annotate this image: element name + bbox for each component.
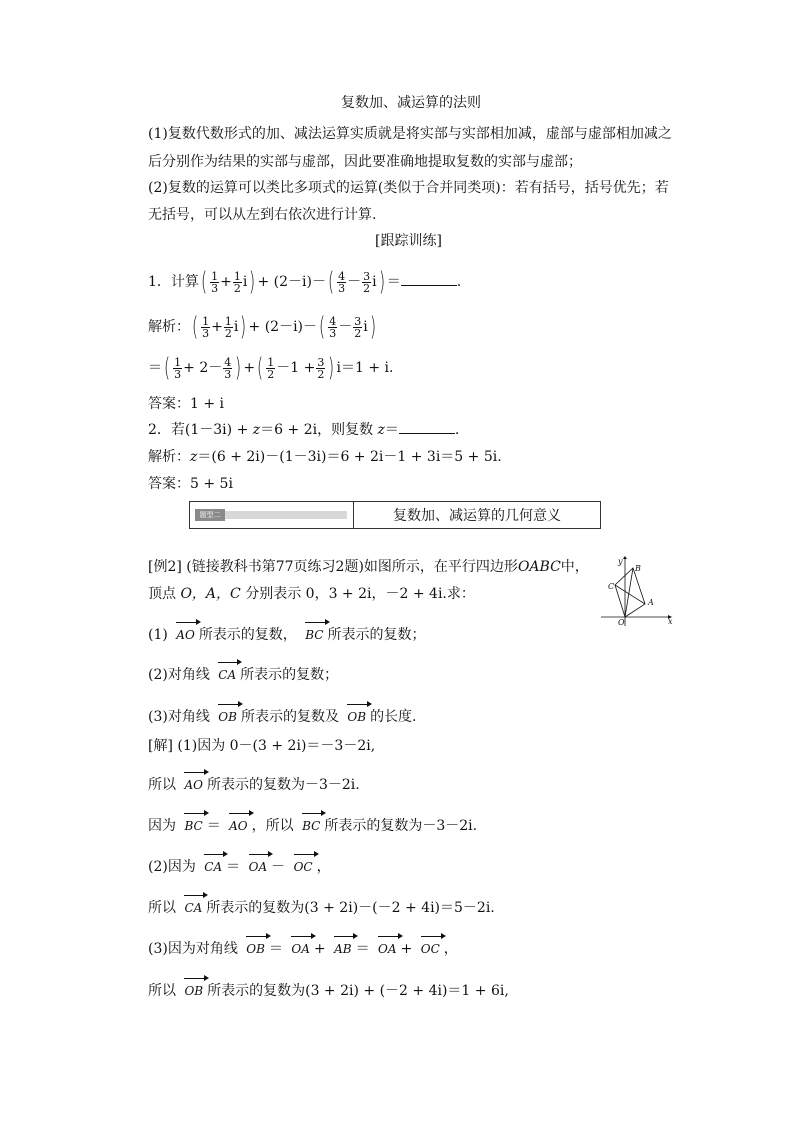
- fraction: $\frac{4}{3}$: [224, 355, 232, 381]
- fraction: $\frac{3}{2}$: [354, 314, 362, 340]
- parallelogram-OABC: [615, 568, 645, 617]
- label-B: B: [635, 564, 641, 573]
- section-tag: 题型二: [195, 511, 347, 519]
- solution-line-1: [解] (1)因为 0－(3 + 2i)＝－3－2i,: [148, 738, 376, 754]
- answer-1: 答案：1 + i: [148, 396, 225, 412]
- label-O: O: [618, 618, 625, 627]
- answer-blank: [399, 421, 455, 434]
- example-2-part-1: (1) AO 所表示的复数， BC 所表示的复数；: [148, 620, 426, 644]
- rule-2-line-1: (2)复数的运算可以类比多项式的运算(类似于合并同类项)：若有括号，括号优先；若: [148, 180, 669, 196]
- solution-line-6: (3)因为对角线 OB ＝ OA + AB ＝ OA + OC ，: [148, 934, 458, 958]
- analysis-1-line-1: 解析：( $\frac{1}{3}$ + $\frac{1}{2}$ i) + (2－i)－( $\frac{4}{3}$ － $\frac{3}{2}$ i): [148, 312, 376, 342]
- parallelogram-figure: [598, 556, 678, 628]
- question-2: 2．若(1－3i) + z＝6 + 2i，则复数 z＝ .: [148, 422, 460, 438]
- example-2-part-2: (2)对角线 CA 所表示的复数；: [148, 660, 338, 684]
- solution-line-5: 所以 CA 所表示的复数为(3 + 2i)－(－2 + 4i)＝5－2i.: [148, 893, 495, 917]
- label-x: x: [668, 617, 673, 626]
- solution-line-3: 因为 BC ＝ AO ，所以 BC 所表示的复数为－3－2i.: [148, 811, 477, 835]
- fraction: $\frac{1}{2}$: [224, 314, 232, 340]
- label-A: A: [648, 598, 654, 607]
- fraction: $\frac{4}{3}$: [329, 314, 337, 340]
- fraction: $\frac{3}{2}$: [363, 269, 371, 295]
- answer-blank: [401, 273, 457, 286]
- rule-1-line-1: (1)复数代数形式的加、减法运算实质就是将实部与实部相加减，虚部与虚部相加减之: [148, 126, 672, 142]
- section-header: [189, 501, 601, 529]
- example-2-line-2: 顶点 O，A，C 分别表示 0，3 + 2i，－2 + 4i.求：: [148, 586, 475, 602]
- vector-OB: OB: [218, 702, 237, 726]
- fraction: $\frac{1}{3}$: [174, 355, 182, 381]
- question-1: 1．计算( $\frac{1}{3}$ + $\frac{1}{2}$ i) + (2－i)－( $\frac{4}{3}$ － $\frac{3}{2}$ i) ＝ .: [148, 267, 462, 297]
- example-2-line-1: [例2] (链接教科书第77页练习2题)如图所示，在平行四边形OABC中，: [148, 559, 589, 575]
- page-title: 复数加、减运算的法则: [341, 95, 481, 111]
- vector-OB: OB: [347, 702, 366, 726]
- analysis-1-line-2: ＝( $\frac{1}{3}$ + 2－ $\frac{4}{3}$ ) +( $\frac{1}{2}$ －1 + $\frac{3}{2}$ ) i＝1 + i.: [148, 353, 394, 383]
- example-2-part-3: (3)对角线 OB 所表示的复数及 OB 的长度.: [148, 702, 417, 726]
- fraction: $\frac{1}{2}$: [267, 355, 275, 381]
- rule-2-line-2: 无括号，可以从左到右依次进行计算.: [148, 207, 377, 223]
- solution-line-2: 所以 AO 所表示的复数为－3－2i.: [148, 770, 360, 794]
- answer-2: 答案：5 + 5i: [148, 476, 233, 492]
- rule-1-line-2: 后分别作为结果的实部与虚部，因此要准确地提取复数的实部与虚部；: [148, 154, 582, 170]
- fraction: $\frac{1}{2}$: [233, 269, 241, 295]
- label-C: C: [608, 582, 615, 591]
- solution-line-7: 所以 OB 所表示的复数为(3 + 2i) + (－2 + 4i)＝1 + 6i,: [148, 976, 509, 1000]
- fraction: $\frac{1}{3}$: [211, 269, 219, 295]
- analysis-2: 解析：z＝(6 + 2i)－(1－3i)＝6 + 2i－1 + 3i＝5 + 5i.: [148, 449, 502, 465]
- vector-BC: BC: [305, 620, 323, 644]
- vector-CA: CA: [218, 660, 236, 684]
- fraction: $\frac{3}{2}$: [317, 355, 325, 381]
- section-title: 复数加、减运算的几何意义: [353, 502, 600, 528]
- q1-prefix: 1．计算: [148, 274, 199, 290]
- fraction: $\frac{4}{3}$: [338, 269, 346, 295]
- label-y: y: [618, 557, 623, 566]
- solution-line-4: (2)因为 CA ＝ OA － OC ，: [148, 852, 331, 876]
- vector-AO: AO: [176, 620, 195, 644]
- fraction: $\frac{1}{3}$: [202, 314, 210, 340]
- training-heading: [跟踪训练]: [375, 233, 442, 249]
